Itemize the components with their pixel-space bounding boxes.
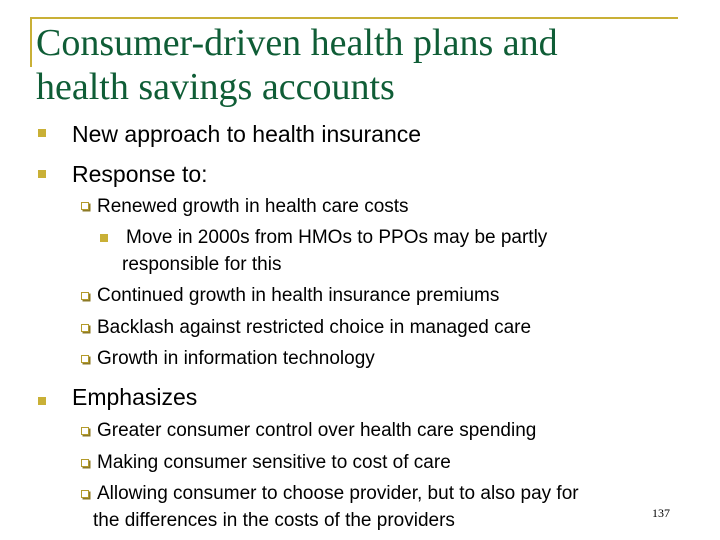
- bullet-square-icon: [38, 397, 46, 405]
- hollow-square-icon: [81, 355, 89, 363]
- bullet-choose-provider-line-1: Allowing consumer to choose provider, but to also pay for: [97, 483, 579, 504]
- bullet-backlash: Backlash against restricted choice in managed care: [97, 317, 532, 338]
- slide-title-line-2: health savings accounts: [36, 66, 395, 108]
- hollow-square-icon: [81, 459, 89, 467]
- slide-title: [36, 21, 676, 109]
- bullet-cost-sensitive: Making consumer sensitive to cost of care: [97, 452, 451, 473]
- bullet-square-icon: [38, 170, 46, 178]
- slide-title-line-1: Consumer-driven health plans and: [36, 22, 558, 64]
- bullet-response-to: Response to:: [72, 161, 208, 187]
- hollow-square-icon: [81, 292, 89, 300]
- bullet-continued-growth: Continued growth in health insurance premiums: [97, 285, 500, 306]
- bullet-new-approach: New approach to health insurance: [72, 121, 422, 147]
- title-frame-left-rule: [30, 17, 32, 67]
- bullet-square-icon: [100, 234, 108, 242]
- bullet-move-2000s-line-1: Move in 2000s from HMOs to PPOs may be partly: [126, 227, 548, 248]
- hollow-square-icon: [81, 202, 89, 210]
- bullet-renewed-growth: Renewed growth in health care costs: [97, 196, 409, 217]
- bullet-consumer-control: Greater consumer control over health care spending: [97, 420, 537, 441]
- hollow-square-icon: [81, 427, 89, 435]
- bullet-emphasizes: Emphasizes: [72, 384, 198, 410]
- hollow-square-icon: [81, 490, 89, 498]
- page-number: 137: [652, 506, 670, 520]
- bullet-choose-provider-line-2: the differences in the costs of the providers: [93, 510, 455, 531]
- bullet-move-2000s-line-2: responsible for this: [122, 254, 282, 275]
- title-frame-top-rule: [30, 17, 678, 19]
- bullet-square-icon: [38, 129, 46, 137]
- bullet-information-technology: Growth in information technology: [97, 348, 375, 369]
- hollow-square-icon: [81, 324, 89, 332]
